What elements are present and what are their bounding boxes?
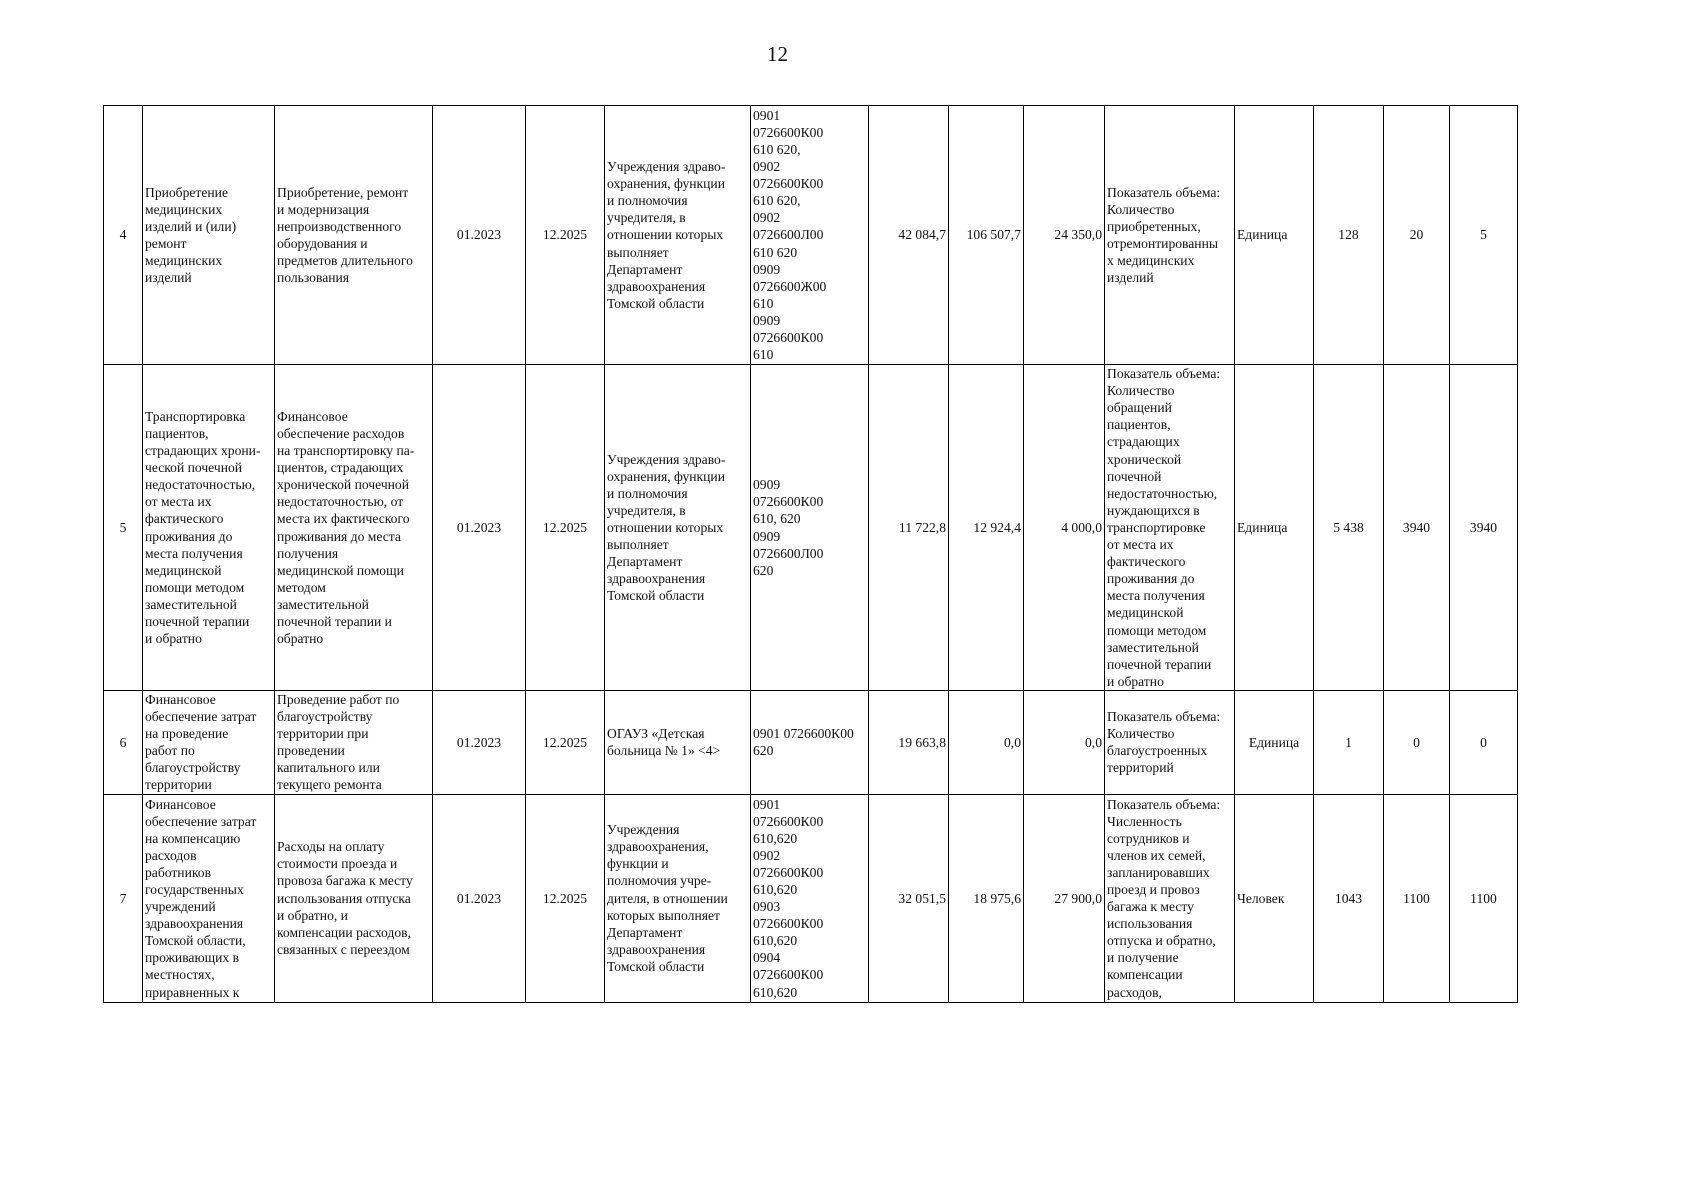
indicator-line: почечной (1107, 468, 1162, 484)
budget-code-line: 0902 (753, 847, 781, 863)
activity-description-line: предметов длительного (277, 253, 413, 269)
activity-name-line: проживания до (145, 528, 233, 544)
activity-description-line: связанных с переездом (277, 941, 410, 957)
row-number: 5 (104, 365, 143, 691)
activity-description-line: проведении (277, 743, 345, 759)
executor-line: отношении которых (607, 227, 724, 243)
executor-line: Учреждения здраво- (607, 451, 726, 467)
end-date: 12.2025 (526, 106, 605, 365)
executor-line: учредителя, в (607, 210, 686, 226)
budget-code-line: 0726600К00 (753, 176, 824, 192)
indicator-line: фактического (1107, 554, 1186, 570)
indicator-line: хронической (1107, 451, 1182, 467)
indicator-line: запланировавших (1107, 864, 1210, 880)
budget-codes (751, 365, 869, 691)
funding-value-2025: 24 350,0 (1024, 106, 1105, 365)
activity-description (275, 794, 433, 1002)
indicator-line: пациентов, (1107, 417, 1171, 433)
budget-code-line: 610 (753, 295, 774, 311)
executor-line: выполняет (607, 537, 669, 553)
budget-code-line: 0909 (753, 528, 781, 544)
executor-line: и полномочия (607, 193, 688, 209)
activity-name-line: проживающих в (145, 950, 239, 966)
activity-description-line: провоза багажа к месту (277, 873, 413, 889)
budget-code-line: 0726600К00 (753, 124, 824, 140)
activity-description-line: благоустройству (277, 709, 373, 725)
budget-code-line: 0902 (753, 159, 781, 175)
budget-code-line: 0726600К00 (753, 813, 824, 829)
activity-description-line: пользования (277, 270, 350, 286)
activity-name-line: изделий и (или) (145, 218, 237, 234)
activity-description-line: медицинской помощи (277, 562, 404, 578)
activity-description-line: проживания до места (277, 528, 401, 544)
activity-name-line: ческой почечной (145, 460, 243, 476)
activity-name-line: от места их (145, 494, 212, 510)
activity-description-line: методом (277, 579, 326, 595)
indicator-line: сотрудников и (1107, 830, 1190, 846)
executor-line: полномочия учре- (607, 873, 712, 889)
budget-codes (751, 106, 869, 365)
executor (605, 794, 751, 1002)
budget-code-line: 0909 (753, 477, 781, 493)
indicator-line: Количество (1107, 201, 1175, 217)
budget-codes (751, 691, 869, 795)
start-date: 01.2023 (433, 794, 526, 1002)
activity-description (275, 365, 433, 691)
executor (605, 365, 751, 691)
unit-of-measure: Человек (1235, 794, 1314, 1002)
executor-line: Томской области (607, 958, 705, 974)
unit-of-measure: Единица (1235, 365, 1314, 691)
activity-description-line: хронической почечной (277, 477, 410, 493)
indicator-line: х медицинских (1107, 253, 1195, 269)
funding-value-2024: 106 507,7 (949, 106, 1024, 365)
indicator-line: Количество (1107, 726, 1175, 742)
indicator-line: использования (1107, 916, 1193, 932)
end-date: 12.2025 (526, 794, 605, 1002)
activity-name-line: работ по (145, 743, 195, 759)
program-activities-table (103, 105, 1518, 1003)
indicator-line: недостаточностью, (1107, 485, 1218, 501)
budget-code-line: 610,620 (753, 933, 798, 949)
budget-code-line: 0726600К00 (753, 494, 824, 510)
indicator-line: проживания до (1107, 571, 1195, 587)
budget-code-line: 0903 (753, 899, 781, 915)
indicator-value-2023: 1 (1314, 691, 1384, 795)
activity-description-line: капитального или (277, 760, 380, 776)
executor-line: здравоохранения, (607, 839, 709, 855)
unit-of-measure: Единица (1235, 691, 1314, 795)
budget-code-line: 0901 (753, 796, 781, 812)
table-row (104, 365, 1518, 691)
activity-name-line: медицинских (145, 253, 223, 269)
activity-description-line: обратно (277, 631, 324, 647)
executor-line: Учреждения здраво- (607, 159, 726, 175)
activity-description (275, 691, 433, 795)
funding-value-2024: 18 975,6 (949, 794, 1024, 1002)
funding-value-2023: 32 051,5 (869, 794, 949, 1002)
budget-code-line: 610,620 (753, 984, 798, 1000)
indicator-line: транспортировке (1107, 519, 1206, 535)
executor-line: отношении которых (607, 519, 724, 535)
executor-line: Томской области (607, 588, 705, 604)
executor-line: выполняет (607, 244, 669, 260)
indicator-value-2024: 1100 (1384, 794, 1450, 1002)
funding-value-2025: 4 000,0 (1024, 365, 1105, 691)
activity-description-line: и модернизация (277, 201, 370, 217)
indicator-value-2024: 3940 (1384, 365, 1450, 691)
budget-code-line: 610, 620 (753, 511, 801, 527)
budget-code-line: 610 620 (753, 244, 798, 260)
activity-name-line: территории (145, 777, 212, 793)
activity-description-line: места их фактического (277, 511, 410, 527)
indicator-value-2023: 128 (1314, 106, 1384, 365)
indicator-line: почечной терапии (1107, 656, 1212, 672)
activity-name-line: медицинской (145, 562, 222, 578)
activity-description-line: оборудования и (277, 236, 368, 251)
executor-line: охранения, функции (607, 468, 725, 484)
activity-description-line: Расходы на оплату (277, 839, 385, 855)
indicator-value-2023: 1043 (1314, 794, 1384, 1002)
indicator-value-2025: 1100 (1450, 794, 1518, 1002)
activity-description-line: компенсации расходов, (277, 924, 411, 940)
funding-value-2025: 0,0 (1024, 691, 1105, 795)
indicator-line: компенсации (1107, 967, 1183, 983)
indicator-line: Показатель объема: (1107, 709, 1221, 725)
activity-name-line: и обратно (145, 631, 202, 647)
activity-description-line: на транспортировку па- (277, 443, 415, 459)
indicator-value-2025: 0 (1450, 691, 1518, 795)
activity-name (143, 106, 275, 365)
activity-name-line: Транспортировка (145, 408, 246, 424)
activity-name (143, 794, 275, 1002)
indicator-line: Показатель объема: (1107, 796, 1221, 812)
indicator-line: отпуска и обратно, (1107, 933, 1216, 949)
indicator-value-2024: 20 (1384, 106, 1450, 365)
executor-line: Департамент (607, 261, 683, 277)
activity-name-line: здравоохранения (145, 916, 244, 932)
budget-code-line: 0909 (753, 261, 781, 277)
funding-value-2024: 12 924,4 (949, 365, 1024, 691)
activity-description-line: циентов, страдающих (277, 460, 404, 476)
activity-name-line: Томской области, (145, 933, 246, 949)
funding-value-2023: 11 722,8 (869, 365, 949, 691)
indicator-line: благоустроенных (1107, 743, 1208, 759)
row-number: 4 (104, 106, 143, 365)
indicator (1105, 794, 1235, 1002)
budget-code-line: 0726600Л00 (753, 545, 824, 561)
indicator-line: Показатель объема: (1107, 366, 1221, 382)
activity-name-line: фактического (145, 511, 224, 527)
activity-name-line: благоустройству (145, 760, 241, 776)
activity-name (143, 691, 275, 795)
activity-name-line: обеспечение затрат (145, 709, 257, 725)
activity-description-line: непроизводственного (277, 218, 402, 234)
executor-line: ОГАУЗ «Детская (607, 726, 705, 742)
activity-name-line: работников (145, 864, 211, 880)
budget-code-line: 620 (753, 562, 774, 578)
activity-name-line: Приобретение (145, 184, 228, 200)
end-date: 12.2025 (526, 365, 605, 691)
unit-of-measure: Единица (1235, 106, 1314, 365)
activity-name-line: Финансовое (145, 692, 216, 707)
activity-name-line: ремонт (145, 236, 187, 251)
indicator-line: расходов, (1107, 984, 1162, 1000)
funding-value-2023: 42 084,7 (869, 106, 949, 365)
table-row (104, 106, 1518, 365)
executor-line: Томской области (607, 295, 705, 311)
start-date: 01.2023 (433, 691, 526, 795)
indicator-line: заместительной (1107, 639, 1199, 655)
indicator-line: нуждающихся в (1107, 502, 1200, 518)
budget-code-line: 610,620 (753, 830, 798, 846)
budget-code-line: 0909 (753, 312, 781, 328)
activity-description-line: использования отпуска (277, 890, 411, 906)
activity-name-line: обеспечение затрат (145, 813, 257, 829)
activity-name-line: недостаточностью, (145, 477, 256, 493)
budget-code-line: 610 620, (753, 141, 801, 157)
activity-description-line: стоимости проезда и (277, 856, 398, 872)
activity-name-line: Финансовое (145, 796, 216, 812)
indicator-line: проезд и провоз (1107, 881, 1200, 897)
executor-line: Департамент (607, 554, 683, 570)
budget-code-line: 0901 0726600К00 (753, 726, 854, 742)
indicator-line: страдающих (1107, 434, 1180, 450)
activity-description-line: обеспечение расходов (277, 425, 405, 441)
indicator-line: приобретенных, (1107, 218, 1201, 234)
executor-line: здравоохранения (607, 278, 706, 294)
budget-code-line: 610 620, (753, 193, 801, 209)
budget-code-line: 0904 (753, 950, 781, 966)
indicator-value-2023: 5 438 (1314, 365, 1384, 691)
activity-name-line: помощи методом (145, 579, 245, 595)
activity-name-line: медицинских (145, 201, 223, 217)
indicator-line: Количество (1107, 383, 1175, 399)
indicator-line: багажа к месту (1107, 899, 1194, 915)
budget-code-line: 0726600Ж00 (753, 278, 827, 294)
executor-line: охранения, функции (607, 176, 725, 192)
executor-line: которых выполняет (607, 907, 720, 923)
budget-code-line: 0726600К00 (753, 967, 824, 983)
activity-description-line: почечной терапии и (277, 613, 392, 629)
funding-value-2025: 27 900,0 (1024, 794, 1105, 1002)
executor-line: Учреждения (607, 822, 680, 838)
budget-code-line: 0726600К00 (753, 916, 824, 932)
indicator-line: места получения (1107, 588, 1205, 604)
activity-name-line: места получения (145, 545, 243, 561)
activity-description-line: Финансовое (277, 408, 348, 424)
activity-name-line: почечной терапии (145, 613, 250, 629)
indicator-line: и получение (1107, 950, 1179, 966)
budget-code-line: 0902 (753, 210, 781, 226)
executor-line: здравоохранения (607, 941, 706, 957)
activity-name-line: страдающих хрони- (145, 443, 261, 459)
indicator (1105, 106, 1235, 365)
start-date: 01.2023 (433, 365, 526, 691)
indicator-line: отремонтированны (1107, 236, 1218, 251)
row-number: 6 (104, 691, 143, 795)
activity-name-line: приравненных к (145, 984, 240, 1000)
budget-code-line: 0726600Л00 (753, 227, 824, 243)
indicator-line: обращений (1107, 400, 1172, 416)
indicator-line: медицинской (1107, 605, 1184, 621)
table-row (104, 691, 1518, 795)
budget-code-line: 610,620 (753, 881, 798, 897)
executor-line: учредителя, в (607, 502, 686, 518)
indicator-line: помощи методом (1107, 622, 1207, 638)
funding-value-2024: 0,0 (949, 691, 1024, 795)
indicator-line: от места их (1107, 537, 1174, 553)
activity-description-line: текущего ремонта (277, 777, 382, 793)
budget-codes (751, 794, 869, 1002)
activity-name-line: изделий (145, 270, 192, 286)
indicator-line: Численность (1107, 813, 1182, 829)
executor-line: и полномочия (607, 485, 688, 501)
activity-name-line: заместительной (145, 596, 237, 612)
indicator-value-2025: 3940 (1450, 365, 1518, 691)
page-number: 12 (767, 42, 788, 66)
table-row (104, 794, 1518, 1002)
budget-code-line: 0901 (753, 107, 781, 123)
indicator-value-2025: 5 (1450, 106, 1518, 365)
activity-description-line: территории при (277, 726, 369, 742)
indicator (1105, 691, 1235, 795)
executor-line: Департамент (607, 924, 683, 940)
activity-name-line: местностях, (145, 967, 215, 983)
activity-name (143, 365, 275, 691)
indicator-line: членов их семей, (1107, 847, 1206, 863)
executor-line: здравоохранения (607, 571, 706, 587)
activity-description-line: Приобретение, ремонт (277, 184, 409, 200)
executor-line: больница № 1» <4> (607, 743, 721, 759)
indicator-line: Показатель объема: (1107, 184, 1221, 200)
activity-description-line: заместительной (277, 596, 369, 612)
executor-line: дителя, в отношении (607, 890, 728, 906)
activity-name-line: на проведение (145, 726, 229, 742)
funding-value-2023: 19 663,8 (869, 691, 949, 795)
activity-name-line: расходов (145, 847, 197, 863)
indicator-line: территорий (1107, 760, 1174, 776)
activity-name-line: на компенсацию (145, 830, 241, 846)
budget-code-line: 620 (753, 743, 774, 759)
executor (605, 106, 751, 365)
activity-description-line: и обратно, и (277, 907, 348, 923)
indicator-line: и обратно (1107, 673, 1164, 689)
activity-description-line: получения (277, 545, 339, 561)
indicator-line: изделий (1107, 270, 1154, 286)
budget-code-line: 0726600К00 (753, 330, 824, 346)
row-number: 7 (104, 794, 143, 1002)
activity-name-line: государственных (145, 881, 244, 897)
executor (605, 691, 751, 795)
activity-description-line: Проведение работ по (277, 692, 400, 707)
activity-name-line: пациентов, (145, 425, 209, 441)
budget-code-line: 0726600К00 (753, 864, 824, 880)
activity-description (275, 106, 433, 365)
activity-description-line: недостаточностью, от (277, 494, 404, 510)
start-date: 01.2023 (433, 106, 526, 365)
budget-code-line: 610 (753, 347, 774, 363)
end-date: 12.2025 (526, 691, 605, 795)
executor-line: функции и (607, 856, 669, 872)
indicator (1105, 365, 1235, 691)
indicator-value-2024: 0 (1384, 691, 1450, 795)
activity-name-line: учреждений (145, 899, 216, 915)
